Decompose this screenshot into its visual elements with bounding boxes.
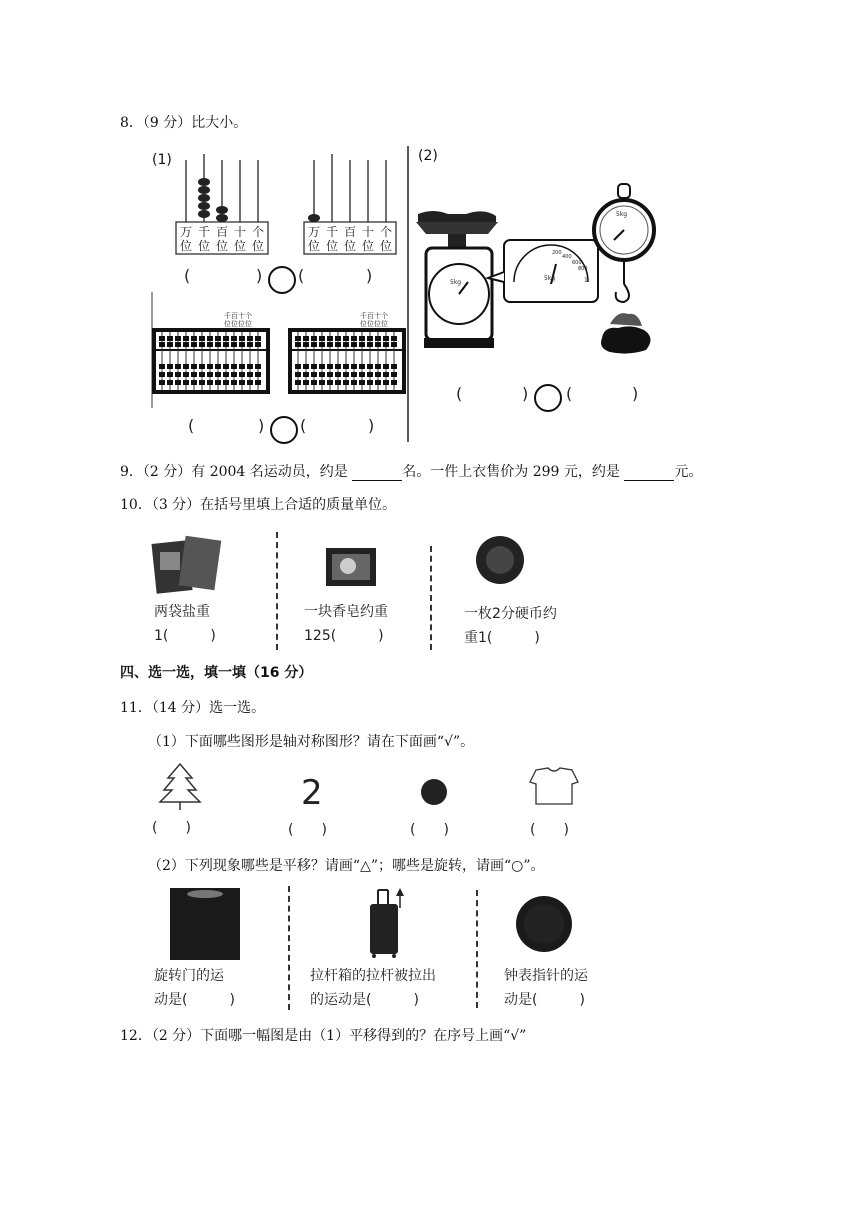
- q11-sub1-paren-1[interactable]: ( ): [152, 820, 191, 836]
- suanpan-bead: [175, 342, 181, 347]
- suanpan-bead: [327, 336, 333, 341]
- suanpan-bead: [167, 380, 173, 385]
- section-4-title: 四、选一选，填一填（16 分）: [120, 665, 313, 681]
- q9-blank-2[interactable]: [624, 466, 674, 481]
- suanpan-bead: [175, 380, 181, 385]
- sp2-head-top: 千百十个: [360, 312, 388, 320]
- c2-bot-2: 位: [344, 239, 357, 253]
- suanpan-bead: [319, 364, 325, 369]
- hanging-scale-kg: 5kg: [616, 211, 628, 218]
- c2-top-4: 个: [380, 225, 393, 239]
- suanpan-bead: [175, 336, 181, 341]
- suanpan-bead: [207, 372, 213, 377]
- q11-sub1-paren-3[interactable]: ( ): [410, 822, 449, 838]
- hanging-scale: [594, 184, 654, 354]
- clock-image: [516, 896, 572, 952]
- suanpan-bead: [343, 364, 349, 369]
- suanpan-bead: [231, 380, 237, 385]
- suanpan-bead: [199, 364, 205, 369]
- q9-line: [120, 463, 702, 481]
- suanpan-bead: [223, 372, 229, 377]
- q9-suffix: 元。: [674, 464, 703, 480]
- q11-sub2-item-3-line2: 动是( ): [504, 992, 585, 1008]
- dial-n3: 800: [578, 266, 588, 272]
- suanpan-bead: [295, 336, 301, 341]
- zoom-kg: 5kg: [544, 275, 556, 282]
- c1-bot-1: 位: [198, 239, 211, 253]
- q11-divider-1: [288, 886, 290, 1010]
- suanpan-bead: [167, 336, 173, 341]
- suanpan-bead: [319, 380, 325, 385]
- suanpan-bead: [391, 342, 397, 347]
- trolley-case-image: [370, 888, 404, 958]
- suanpan-bead: [191, 372, 197, 377]
- suanpan-bead: [343, 336, 349, 341]
- suanpan-bead: [319, 336, 325, 341]
- c1-bot-2: 位: [216, 239, 229, 253]
- q10-heading: 10．（3 分）在括号里填上合适的质量单位。: [120, 497, 397, 513]
- dress-shape-icon: [530, 768, 578, 804]
- q11-sub2-figure: [148, 884, 600, 1014]
- suanpan-bead: [367, 372, 373, 377]
- q8a-right-close: ): [366, 266, 373, 285]
- q9-prefix: 9．（2 分）有 2004 名运动员，约是: [120, 464, 348, 480]
- q8-illustration: [148, 142, 668, 446]
- q11-sub1-figure: [148, 760, 588, 840]
- suanpan-bead: [223, 342, 229, 347]
- dial-n4: 1: [584, 277, 588, 284]
- platform-scale-kg: 5kg: [450, 279, 462, 286]
- q8c-right-close: ): [632, 384, 639, 403]
- sp2-head-bottom: 位位位位: [360, 320, 388, 328]
- dial-zoom: [488, 240, 598, 302]
- suanpan-bead: [359, 364, 365, 369]
- suanpan-bead: [295, 372, 301, 377]
- q11-sub1-paren-2[interactable]: ( ): [288, 822, 327, 838]
- suanpan-bead: [343, 342, 349, 347]
- q11-sub2: （2）下列现象哪些是平移？请画“△”；哪些是旋转，请画“○”。: [148, 858, 545, 874]
- q11-sub2-item-3-line1: 钟表指针的运: [504, 968, 588, 984]
- suanpan-bead: [247, 372, 253, 377]
- q10-item-1-line1: 两袋盐重: [154, 604, 210, 620]
- suanpan-bead: [215, 342, 221, 347]
- suanpan-bead: [391, 364, 397, 369]
- q10-divider-2: [430, 546, 432, 650]
- suanpan-bead: [343, 380, 349, 385]
- q8b-compare-circle[interactable]: [270, 416, 298, 444]
- suanpan-bead: [255, 336, 261, 341]
- suanpan-bead: [375, 336, 381, 341]
- suanpan-bead: [207, 336, 213, 341]
- q8c-left-open: (: [456, 384, 463, 403]
- suanpan-bead: [223, 336, 229, 341]
- q10-item-1-line2: 1( ): [154, 628, 216, 644]
- suanpan-bead: [303, 380, 309, 385]
- suanpan-bead: [199, 342, 205, 347]
- q10-divider-1: [276, 532, 278, 650]
- suanpan-bead: [383, 364, 389, 369]
- suanpan-bead: [175, 372, 181, 377]
- q9-blank-1[interactable]: [352, 466, 402, 481]
- c2-top-2: 百: [344, 225, 357, 239]
- q12-heading: 12．（2 分）下面哪一幅图是由（1）平移得到的？在序号上画“√”: [120, 1028, 527, 1044]
- suanpan-bead: [239, 380, 245, 385]
- suanpan-bead: [295, 364, 301, 369]
- suanpan-bead: [327, 372, 333, 377]
- suanpan-bead: [327, 364, 333, 369]
- c2-bot-4: 位: [380, 239, 393, 253]
- q8b-right-close: ): [368, 416, 375, 435]
- q10-item-3-line1: 一枚2分硬币约: [464, 606, 557, 622]
- suanpan-bead: [375, 372, 381, 377]
- suanpan-bead: [175, 364, 181, 369]
- suanpan-bead: [191, 380, 197, 385]
- q9-mid: 名。一件上衣售价为 299 元，约是: [402, 464, 620, 480]
- suanpan-bead: [183, 336, 189, 341]
- suanpan-bead: [247, 342, 253, 347]
- q8b-left-open: (: [188, 416, 195, 435]
- c1-top-0: 万: [180, 225, 193, 239]
- q8c-compare-circle[interactable]: [534, 384, 562, 412]
- suanpan-bead: [319, 342, 325, 347]
- suanpan-bead: [383, 372, 389, 377]
- salt-bags-image: [151, 536, 221, 594]
- c1-top-1: 千: [198, 225, 211, 239]
- suanpan-bead: [303, 342, 309, 347]
- sp1-head-bottom: 位位位位: [224, 320, 252, 328]
- q11-sub1: （1）下面哪些图形是轴对称图形？请在下面画“√”。: [148, 734, 475, 750]
- suanpan-bead: [255, 372, 261, 377]
- revolving-door-image: [170, 888, 240, 960]
- q8-heading: 8．（9 分）比大小。: [120, 115, 248, 131]
- suanpan-bead: [231, 364, 237, 369]
- suanpan-2: [290, 311, 404, 392]
- suanpan-bead: [223, 380, 229, 385]
- panel-1-label: (1): [152, 152, 172, 168]
- c1-top-4: 个: [252, 225, 265, 239]
- q11-shapes: [148, 760, 588, 840]
- suanpan-bead: [295, 380, 301, 385]
- suanpan-bead: [367, 342, 373, 347]
- q11-sub2-item-1-line2: 动是( ): [154, 992, 235, 1008]
- q8c-right-open: (: [566, 384, 573, 403]
- suanpan-bead: [207, 364, 213, 369]
- q10-item-2-line2: 125( ): [304, 628, 384, 644]
- c1-bot-3: 位: [234, 239, 247, 253]
- suanpan-bead: [351, 380, 357, 385]
- coin-image: [476, 536, 524, 584]
- suanpan-bead: [191, 336, 197, 341]
- suanpan-bead: [183, 380, 189, 385]
- suanpan-bead: [391, 380, 397, 385]
- suanpan-bead: [231, 372, 237, 377]
- suanpan-bead: [191, 364, 197, 369]
- suanpan-bead: [311, 364, 317, 369]
- dial-n0: 200: [552, 250, 562, 256]
- dial-n2: 600: [572, 260, 582, 266]
- dark-circle-shape: [421, 779, 447, 805]
- suanpan-bead: [247, 380, 253, 385]
- q8a-left-open: (: [184, 266, 191, 285]
- tree-shape-icon: [160, 764, 200, 810]
- suanpan-bead: [335, 342, 341, 347]
- c2-bot-1: 位: [326, 239, 339, 253]
- suanpan-bead: [319, 372, 325, 377]
- suanpan-bead: [367, 364, 373, 369]
- suanpan-bead: [159, 342, 165, 347]
- suanpan-1: [154, 311, 268, 392]
- q8a-compare-circle[interactable]: [268, 266, 296, 294]
- suanpan-bead: [239, 342, 245, 347]
- q10-figure: [148, 528, 568, 652]
- q11-heading: 11．（14 分）选一选。: [120, 700, 266, 716]
- digit-two-shape: 2: [301, 773, 323, 813]
- suanpan-bead: [247, 336, 253, 341]
- suanpan-bead: [207, 380, 213, 385]
- sp1-head-top: 千百十个: [224, 312, 252, 320]
- suanpan-bead: [167, 342, 173, 347]
- suanpan-bead: [335, 380, 341, 385]
- suanpan-bead: [215, 372, 221, 377]
- suanpan-bead: [223, 364, 229, 369]
- suanpan-bead: [359, 372, 365, 377]
- suanpan-bead: [199, 336, 205, 341]
- c2-top-1: 千: [326, 225, 339, 239]
- q10-item-2-line1: 一块香皂约重: [304, 604, 388, 620]
- suanpan-bead: [247, 364, 253, 369]
- suanpan-bead: [255, 380, 261, 385]
- soap-image: [326, 548, 376, 586]
- q11-divider-2: [476, 890, 478, 1008]
- counting-frame-2-labels: [308, 224, 392, 253]
- suanpan-bead: [167, 372, 173, 377]
- suanpan-bead: [351, 336, 357, 341]
- q11-sub2-item-2-line1: 拉杆箱的拉杆被拉出: [310, 968, 436, 984]
- suanpan-bead: [215, 380, 221, 385]
- c2-bot-0: 位: [308, 239, 321, 253]
- q8-figure: [148, 142, 668, 446]
- suanpan-bead: [375, 380, 381, 385]
- suanpan-bead: [391, 336, 397, 341]
- c2-top-0: 万: [308, 225, 321, 239]
- q8a-left-close: ): [256, 266, 263, 285]
- suanpan-bead: [255, 342, 261, 347]
- q8c-left-close: ): [522, 384, 529, 403]
- suanpan-bead: [199, 372, 205, 377]
- q11-sub2-item-2-line2: 的运动是( ): [310, 992, 419, 1008]
- suanpan-bead: [311, 372, 317, 377]
- suanpan-bead: [343, 372, 349, 377]
- suanpan-bead: [215, 364, 221, 369]
- suanpan-bead: [375, 342, 381, 347]
- suanpan-bead: [207, 342, 213, 347]
- suanpan-bead: [159, 336, 165, 341]
- suanpan-bead: [183, 372, 189, 377]
- q8b-right-open: (: [300, 416, 307, 435]
- c1-bot-4: 位: [252, 239, 265, 253]
- suanpan-bead: [367, 336, 373, 341]
- c2-top-3: 十: [362, 225, 375, 239]
- suanpan-bead: [351, 372, 357, 377]
- q10-item-3-line2: 重1( ): [464, 630, 540, 646]
- suanpan-bead: [231, 342, 237, 347]
- suanpan-bead: [295, 342, 301, 347]
- c1-top-3: 十: [234, 225, 247, 239]
- suanpan-bead: [255, 364, 261, 369]
- q8a-right-open: (: [298, 266, 305, 285]
- suanpan-bead: [367, 380, 373, 385]
- suanpan-bead: [311, 380, 317, 385]
- suanpan-bead: [183, 364, 189, 369]
- suanpan-bead: [335, 364, 341, 369]
- suanpan-bead: [383, 380, 389, 385]
- suanpan-bead: [335, 336, 341, 341]
- suanpan-bead: [311, 342, 317, 347]
- suanpan-bead: [191, 342, 197, 347]
- suanpan-bead: [359, 342, 365, 347]
- suanpan-bead: [327, 342, 333, 347]
- q8b-left-close: ): [258, 416, 265, 435]
- suanpan-bead: [239, 336, 245, 341]
- suanpan-bead: [351, 342, 357, 347]
- suanpan-bead: [327, 380, 333, 385]
- suanpan-bead: [239, 364, 245, 369]
- q11-sub2-item-1-line1: 旋转门的运: [154, 968, 224, 984]
- suanpan-bead: [359, 380, 365, 385]
- dial-n1: 400: [562, 254, 572, 260]
- suanpan-bead: [303, 336, 309, 341]
- suanpan-bead: [303, 364, 309, 369]
- suanpan-bead: [231, 336, 237, 341]
- suanpan-bead: [303, 372, 309, 377]
- platform-scale: [416, 211, 498, 348]
- suanpan-bead: [351, 364, 357, 369]
- counting-frame-1-labels: [180, 224, 264, 253]
- suanpan-bead: [335, 372, 341, 377]
- suanpan-bead: [159, 364, 165, 369]
- panel-2-label: (2): [418, 148, 438, 164]
- suanpan-bead: [167, 364, 173, 369]
- suanpan-bead: [183, 342, 189, 347]
- suanpan-bead: [391, 372, 397, 377]
- suanpan-bead: [199, 380, 205, 385]
- q11-sub1-paren-4[interactable]: ( ): [530, 822, 569, 838]
- suanpan-bead: [215, 336, 221, 341]
- c1-top-2: 百: [216, 225, 229, 239]
- suanpan-bead: [359, 336, 365, 341]
- c1-bot-0: 位: [180, 239, 193, 253]
- c2-bot-3: 位: [362, 239, 375, 253]
- suanpan-bead: [383, 342, 389, 347]
- suanpan-bead: [159, 380, 165, 385]
- suanpan-bead: [159, 372, 165, 377]
- suanpan-bead: [375, 364, 381, 369]
- suanpan-bead: [311, 336, 317, 341]
- suanpan-bead: [239, 372, 245, 377]
- suanpan-bead: [383, 336, 389, 341]
